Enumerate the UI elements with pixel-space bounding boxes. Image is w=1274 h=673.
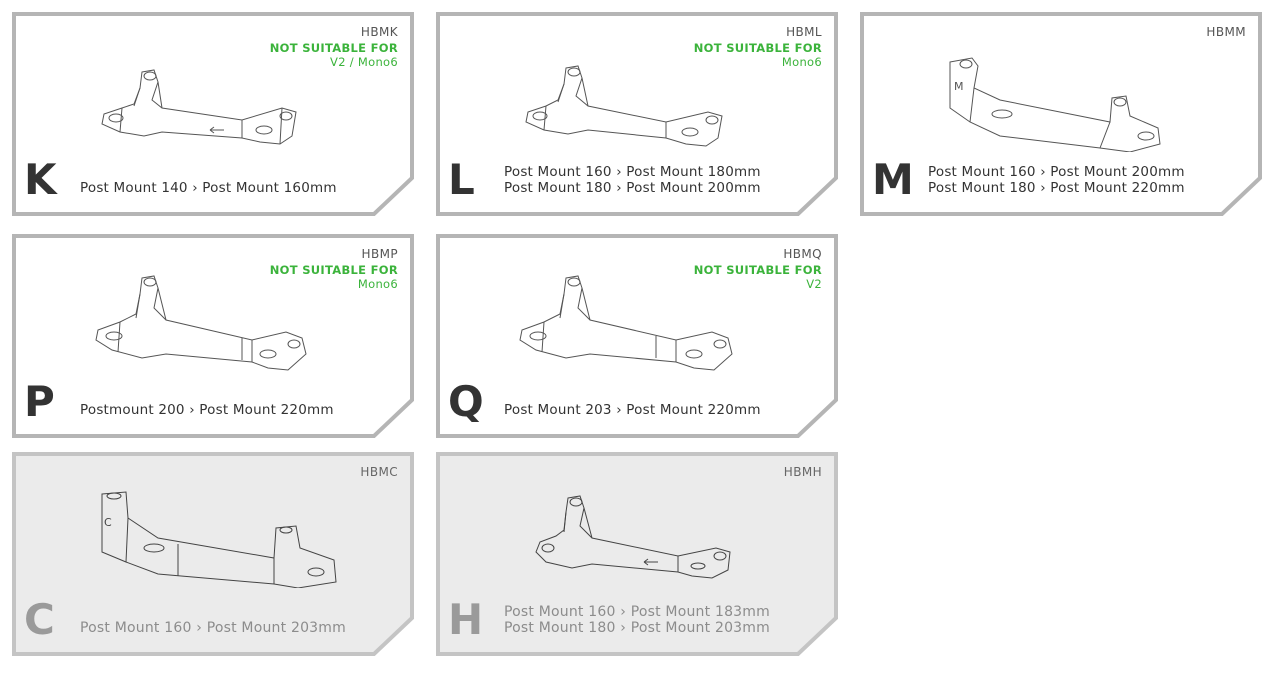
adapter-bracket-image [516, 52, 756, 152]
mount-line: Postmount 200 › Post Mount 220mm [80, 402, 334, 418]
product-code: HBMK [360, 25, 398, 39]
adapter-letter: P [24, 377, 55, 426]
not-suitable-models: Mono6 [781, 55, 822, 69]
svg-text:M: M [954, 80, 964, 93]
not-suitable-models: Mono6 [357, 277, 398, 291]
adapter-bracket-image [98, 488, 338, 588]
mount-line: Post Mount 160 › Post Mount 203mm [80, 620, 346, 636]
adapter-bracket-image [516, 274, 756, 374]
mount-description [504, 164, 761, 196]
adapter-card-h[interactable] [436, 452, 838, 656]
mount-line: Post Mount 160 › Post Mount 200mm [928, 164, 1185, 180]
adapter-letter: Q [448, 377, 484, 426]
adapter-letter: H [448, 595, 484, 644]
mount-line: Post Mount 160 › Post Mount 183mm [504, 604, 770, 620]
not-suitable-title: NOT SUITABLE FOR [269, 41, 398, 55]
adapter-bracket-image [532, 492, 772, 592]
mount-description [928, 164, 1185, 196]
mount-description [504, 604, 770, 636]
mount-description [80, 402, 334, 418]
not-suitable-title: NOT SUITABLE FOR [693, 263, 822, 277]
not-suitable-title: NOT SUITABLE FOR [269, 263, 398, 277]
not-suitable-models: V2 / Mono6 [330, 55, 398, 69]
adapter-bracket-image [92, 52, 332, 152]
product-code: HBMQ [783, 247, 822, 261]
svg-text:C: C [104, 516, 112, 529]
adapter-card-m[interactable] [860, 12, 1262, 216]
not-suitable-title: NOT SUITABLE FOR [693, 41, 822, 55]
product-code: HBMH [783, 465, 822, 479]
adapter-card-p[interactable] [12, 234, 414, 438]
adapter-bracket-image [92, 274, 332, 374]
mount-line: Post Mount 180 › Post Mount 203mm [504, 620, 770, 636]
product-code: HBMM [1206, 25, 1246, 39]
adapter-letter: L [448, 155, 475, 204]
mount-line: Post Mount 203 › Post Mount 220mm [504, 402, 761, 418]
mount-line: Post Mount 180 › Post Mount 200mm [504, 180, 761, 196]
adapter-card-k[interactable] [12, 12, 414, 216]
product-code: HBMC [360, 465, 398, 479]
product-code: HBMP [361, 247, 398, 261]
mount-description [80, 620, 346, 636]
adapter-card-l[interactable] [436, 12, 838, 216]
adapter-card-c[interactable] [12, 452, 414, 656]
mount-description [504, 402, 761, 418]
adapter-bracket-image [940, 52, 1180, 152]
not-suitable-models: V2 [806, 277, 822, 291]
mount-line: Post Mount 160 › Post Mount 180mm [504, 164, 761, 180]
adapter-card-q[interactable] [436, 234, 838, 438]
adapter-letter: K [24, 155, 57, 204]
product-code: HBML [786, 25, 822, 39]
adapter-letter: C [24, 595, 55, 644]
adapter-letter: M [872, 155, 914, 204]
mount-line: Post Mount 140 › Post Mount 160mm [80, 180, 337, 196]
mount-line: Post Mount 180 › Post Mount 220mm [928, 180, 1185, 196]
mount-description [80, 180, 337, 196]
